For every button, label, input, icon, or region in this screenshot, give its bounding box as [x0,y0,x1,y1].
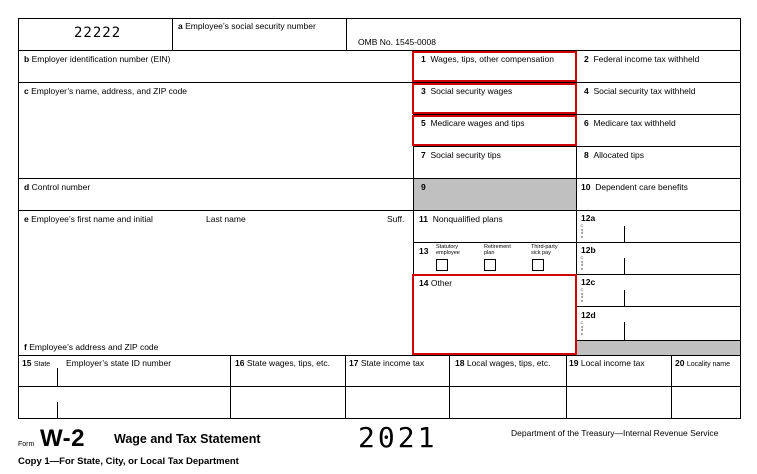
suffix-label: Suff. [387,214,405,224]
box-8-label: 8 Allocated tips [584,150,645,160]
employee-address-label: f Employee’s address and ZIP code [24,342,159,352]
ssn-label: a Employee’s social security number [178,21,316,31]
last-name-label: Last name [206,214,246,224]
box-3-label: 3 Social security wages [421,86,513,96]
box-12d-label: 12d [581,310,596,320]
tax-year: 2021 [358,421,438,454]
box-5-label: 5 Medicare wages and tips [421,118,525,128]
box-9-label: 9 [421,182,426,192]
box-6-label: 6 Medicare tax withheld [584,118,676,128]
box-9-shaded [414,179,576,211]
highlight-box-3 [412,83,577,114]
omb-number: OMB No. 1545-0008 [358,37,436,47]
department-text: Department of the Treasury—Internal Revenue Service [511,428,719,438]
box-14-label: 14 Other [419,278,453,288]
box-4-label: 4 Social security tax withheld [584,86,696,96]
box-12b-code-caption: C o d e [580,255,584,271]
retirement-plan-checkbox[interactable] [484,259,496,271]
statutory-employee-label: Statutory employee [436,244,460,256]
box-18-label: 18 Local wages, tips, etc. [455,358,551,368]
form-name: W-2 [40,425,86,452]
box-19-label: 19 Local income tax [569,358,645,368]
copy-designation: Copy 1—For State, City, or Local Tax Department [18,456,239,467]
third-party-sick-pay-label: Third-party sick pay [531,244,558,256]
box-12c-code-caption: C o d e [580,287,584,303]
box-10-label: 10 Dependent care benefits [581,182,688,192]
box-15-label: 15 State [22,358,51,368]
box-12d-code-caption: C o d e [580,320,584,336]
retirement-plan-label: Retirement plan [484,244,511,256]
form-code: 22222 [74,25,122,41]
box-12b-label: 12b [581,245,596,255]
box-17-label: 17 State income tax [349,358,425,368]
box-11-label: 11 Nonqualified plans [419,214,503,224]
third-party-sick-pay-checkbox[interactable] [532,259,544,271]
box-12c-label: 12c [581,277,596,287]
employer-name-label: c Employer’s name, address, and ZIP code [24,86,188,96]
box-1-label: 1 Wages, tips, other compensation [421,54,554,64]
control-number-label: d Control number [24,182,91,192]
box-20-label: 20 Locality name [675,358,731,368]
employee-name-label: e Employee’s first name and initial [24,214,153,224]
box-2-label: 2 Federal income tax withheld [584,54,700,64]
statutory-employee-checkbox[interactable] [436,259,448,271]
box-16-label: 16 State wages, tips, etc. [235,358,330,368]
box-12a-label: 12a [581,213,596,223]
employer-state-id-label: Employer’s state ID number [66,358,172,368]
highlight-box-5 [412,115,577,146]
employer-ein-label: b Employer identification number (EIN) [24,54,171,64]
box-12a-code-caption: C o d e [580,223,584,239]
form-word: Form [18,441,35,448]
box-12d-shaded-strip [576,340,740,355]
highlight-box-14 [412,274,577,355]
box-7-label: 7 Social security tips [421,150,501,160]
box-13-label: 13 [419,246,429,256]
form-title: Wage and Tax Statement [114,432,261,446]
highlight-box-1 [412,51,577,82]
